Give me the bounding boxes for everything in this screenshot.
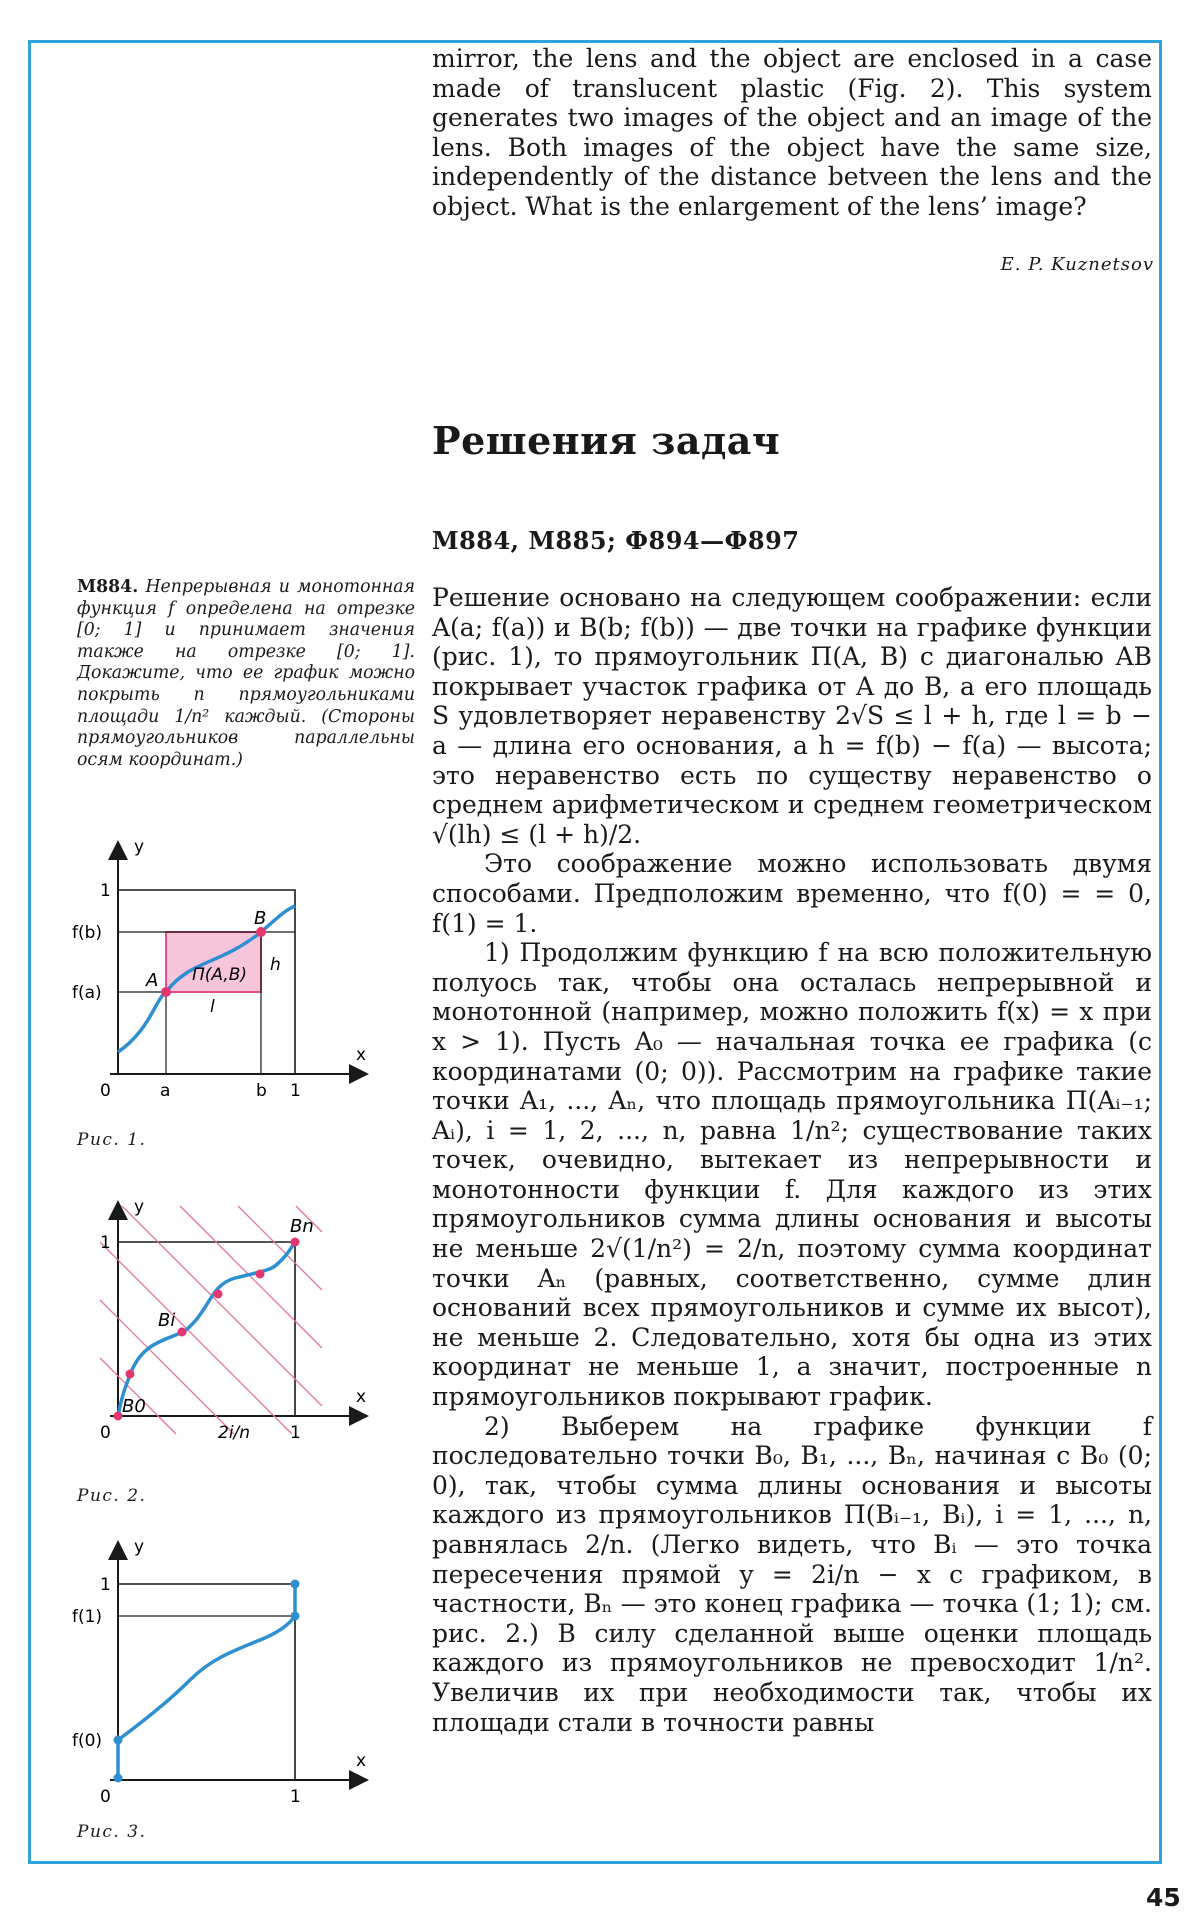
point-label-bn: Bn <box>290 1216 314 1237</box>
paragraph-text: Это соображение можно использовать двумя способами. Предположим временно, что f(0) = = 0, f(1) = 1. <box>432 849 1152 938</box>
figure-2 <box>60 1190 380 1460</box>
origin-label: 0 <box>100 1423 111 1443</box>
height-label: h <box>270 955 281 975</box>
origin-label: 0 <box>100 1787 111 1807</box>
tick-label: a <box>160 1081 171 1101</box>
tick-label: f(b) <box>72 923 103 943</box>
tick-label: f(a) <box>72 983 102 1003</box>
figure-1 <box>60 830 380 1110</box>
y-axis-label: y <box>134 837 145 857</box>
rect-label: П(A,B) <box>192 965 248 985</box>
tick-label: 1 <box>290 1423 301 1443</box>
tick-label: b <box>256 1081 267 1101</box>
tick-label: 1 <box>100 1233 111 1253</box>
point-label-b0: B0 <box>122 1396 146 1417</box>
tick-label: f(1) <box>72 1607 103 1627</box>
figure-3-caption: Рис. 3. <box>77 1822 147 1842</box>
x-axis-label: x <box>356 1751 367 1771</box>
tick-label: 1 <box>290 1787 301 1807</box>
x-axis-label: x <box>356 1045 367 1065</box>
tick-label: 1 <box>100 881 111 901</box>
point-label-a: A <box>146 970 159 991</box>
point-label-bi: Bi <box>158 1310 176 1331</box>
section-subtitle: М884, М885; Ф894—Ф897 <box>432 526 800 555</box>
section-title: Решения задач <box>432 418 781 463</box>
problem-label: М884. <box>77 577 139 597</box>
paragraph: Решение основано на следующем соображении: если A(a; f(a)) и B(b; f(b)) — две точки на графике функции (рис. 1), то прямоугольник П(A, B) с диагональю AB покрывает участок графика от A до B, а его площадь S удовлетворяет неравенству 2√S ≤ l + h, где l = b − a — длина его основания, а h = f(b) − f(a) — высота; это неравенство есть по существу неравенство о среднем арифметическом и среднем геометрическом √(lh) ≤ (l + h)/2. <box>432 583 1152 849</box>
tick-label: 1 <box>100 1575 111 1595</box>
tick-label: f(0) <box>72 1731 103 1751</box>
y-axis-label: y <box>134 1197 145 1217</box>
problem-author: E. P. Kuznetsov <box>1000 254 1154 275</box>
point-label-b: B <box>254 908 267 929</box>
figure-2-caption: Рис. 2. <box>77 1486 147 1506</box>
problem-statement-text: Непрерывная и монотонная функция f определена на отрезке [0; 1] и принимает значения также на отрезке [0; 1]. Докажите, что ее график можно покрыть n прямоугольниками площади 1/n² каждый. (Стороны прямоугольников параллельны осям координат.) <box>77 577 415 770</box>
solution-body <box>432 583 1152 1737</box>
paragraph <box>432 849 1152 938</box>
y-axis-label: y <box>134 1537 145 1557</box>
page-number: 45 <box>1146 1883 1181 1912</box>
tick-label: 2i/n <box>218 1423 251 1443</box>
origin-label: 0 <box>100 1081 111 1101</box>
x-axis-label: x <box>356 1387 367 1407</box>
paragraph <box>432 1412 1152 1738</box>
problem-text: mirror, the lens and the object are enclosed in a case made of translucent plastic (Fig. 2). This system generates two images of the object and an image of the lens. Both images of the object have the same size, independently of the distance betveen the lens and the object. What is the enlargement of the lens’ image? <box>432 44 1152 221</box>
problem-statement-m884 <box>77 577 415 771</box>
paragraph-text: 1) Продолжим функцию f на всю положительную полуось так, чтобы она осталась непрерывной и монотонной (например, можно положить f(x) = x при x > 1). Пусть A₀ — начальная точка ее графика (с координатами (0; 0)). Рассмотрим на графике такие точки A₁, ..., Aₙ, что площадь прямоугольника П(Aᵢ₋₁; Aᵢ), i = 1, 2, ..., n, равна 1/n²; существование таких точек, очевидно, вытекает из непрерывности и монотонности функции f. Для каждого из этих прямоугольников сумма длины основания и высоты не меньше 2√(1/n²) = 2/n, поэтому сумма координат точки Aₙ (равных, соответственно, сумме длин оснований всех прямоугольников и сумме их высот), не меньше 2. Следовательно, хотя бы одна из этих координат не меньше 1, а значит, построенные n прямоугольников покрывают график. <box>432 938 1152 1412</box>
figure-1-caption: Рис. 1. <box>77 1130 147 1150</box>
paragraph-text: 2) Выберем на графике функции f последовательно точки B₀, B₁, ..., Bₙ, начиная с B₀ (0; 0), так, чтобы сумма длины основания и высоты каждого из прямоугольников П(Bᵢ₋₁, Bᵢ), i = 1, ..., n, равнялась 2/n. (Легко видеть, что Bᵢ — это точка пересечения прямой y = 2i/n − x с графиком, в частности, Bₙ — это конец графика — точка (1; 1); см. рис. 2.) В силу сделанной выше оценки площадь каждого из прямоугольников не превосходит 1/n². Увеличив их при необходимости так, чтобы их площади стали в точности равны <box>432 1411 1152 1737</box>
figure-3 <box>60 1530 380 1810</box>
tick-label: 1 <box>290 1081 301 1101</box>
paragraph <box>432 938 1152 1412</box>
length-label: l <box>210 997 215 1017</box>
